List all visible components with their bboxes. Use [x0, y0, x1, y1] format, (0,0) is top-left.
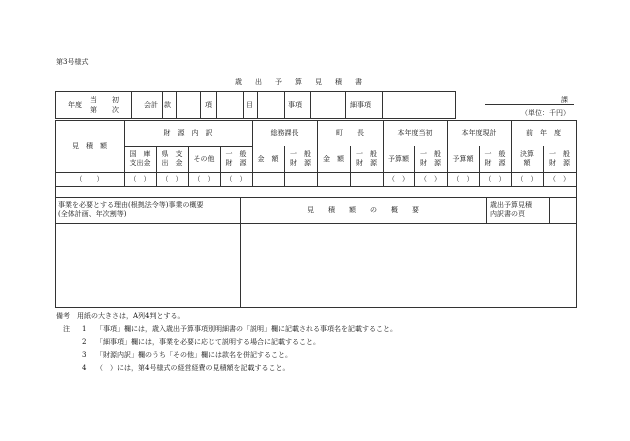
paren-ken: （ ）	[161, 174, 183, 183]
kaikei-label: 会計	[144, 101, 158, 109]
note-3-number: 3	[82, 351, 87, 359]
prev-year-header: 前 年 度	[526, 128, 561, 137]
note-1-number: 1	[82, 325, 87, 333]
nendo-bottom: 第	[90, 106, 97, 114]
ippan-zaigen-header-3: 一 般 財 源	[356, 150, 377, 167]
form-number: 第3号様式	[56, 58, 89, 66]
this-year-initial-header: 本年度当初	[397, 128, 433, 137]
paren-kessan: （ ）	[516, 174, 538, 183]
jikou-label: 事項	[288, 101, 302, 109]
kessan-gaku-header: 決算 額	[520, 150, 534, 167]
note-2-text: 「細事項」欄には，事業を必要に応じて説明する場合に記載すること。	[96, 338, 320, 346]
paren-sonota: （ ）	[193, 174, 215, 183]
ippan-zaigen-header-4: 一 般 財 源	[420, 150, 441, 167]
kingaku-header-1: 金 額	[257, 154, 279, 163]
zaigen-uchiwake-header: 財 源 内 訳	[163, 128, 213, 137]
kingaku-header-2: 金 額	[323, 154, 344, 163]
ippan-zaigen-header-1: 一 般 財 源	[225, 150, 247, 167]
saijikou-label: 細事項	[350, 101, 371, 109]
somu-kacho-header: 総務課長	[270, 128, 299, 137]
page-ref-line2: 内訳書の頁	[490, 210, 525, 218]
nendo-top: 当	[90, 96, 97, 104]
unit-label: （単位：千円）	[521, 109, 570, 117]
this-year-current-header: 本年度現計	[461, 128, 497, 137]
note-3-text: 「財源内訳」欄のうち「その他」欄には款名を併記すること。	[96, 351, 292, 359]
paren-prev-ippan: （ ）	[549, 174, 570, 183]
kou-label: 項	[205, 101, 212, 109]
paren-this-year-current: （ ）	[452, 174, 474, 183]
yosan-gaku-header-2: 予算額	[452, 154, 474, 163]
paren-mitsumori: （ ）	[75, 174, 104, 183]
note-2-number: 2	[82, 338, 87, 346]
ken-shishutsukin-header: 県 支 出 金	[161, 150, 183, 167]
paren-this-year-initial-ippan: （ ）	[420, 174, 441, 183]
chu-label: 注	[63, 325, 70, 333]
note-1-text: 「事項」欄には，歳入歳出予算事項別明細書の「説明」欄に記載される事項名を記載すること。	[96, 325, 397, 333]
kan-label: 款	[164, 101, 171, 109]
reason-label-line1: 事業を必要とする理由(根拠法令等)事業の概要	[58, 201, 204, 209]
chou-header: 町 長	[336, 128, 364, 137]
initial-bottom: 次	[112, 106, 119, 114]
mitsumori-gaku-header: 見 積 額	[72, 141, 107, 150]
initial-top: 初	[112, 96, 119, 104]
page-title: 歳 出 予 算 見 積 書	[235, 78, 365, 86]
paren-this-year-current-ippan: （ ）	[484, 174, 506, 183]
kokko-shishutsukin-header: 国 庫 支出金	[129, 150, 151, 167]
sonota-header: その他	[193, 154, 215, 163]
paren-kokko: （ ）	[129, 174, 151, 183]
mitsumori-gaiyou-header: 見 積 額 の 概 要	[307, 205, 419, 214]
nendo-label: 年度	[68, 101, 82, 109]
ippan-zaigen-header-5: 一 般 財 源	[484, 150, 506, 167]
ippan-zaigen-header-6: 一 般 財 源	[549, 150, 570, 167]
note-4-number: 4	[82, 364, 87, 372]
reason-label-line2: (全体計画、年次割等)	[58, 210, 127, 218]
paren-this-year-initial: （ ）	[388, 174, 409, 183]
paren-ippan: （ ）	[225, 174, 247, 183]
ka-label: 課	[561, 96, 568, 104]
page-ref-line1: 歳出予算見積	[490, 201, 532, 209]
yosan-gaku-header-1: 予算額	[388, 154, 409, 163]
ippan-zaigen-header-2: 一 般 財 源	[290, 150, 311, 167]
bikou-note: 備考 用紙の大きさは，A列4判とする。	[56, 312, 185, 320]
note-4-text: （ ）には，第4号様式の経営経費の見積額を記載すること。	[96, 364, 290, 372]
moku-label: 目	[246, 101, 253, 109]
